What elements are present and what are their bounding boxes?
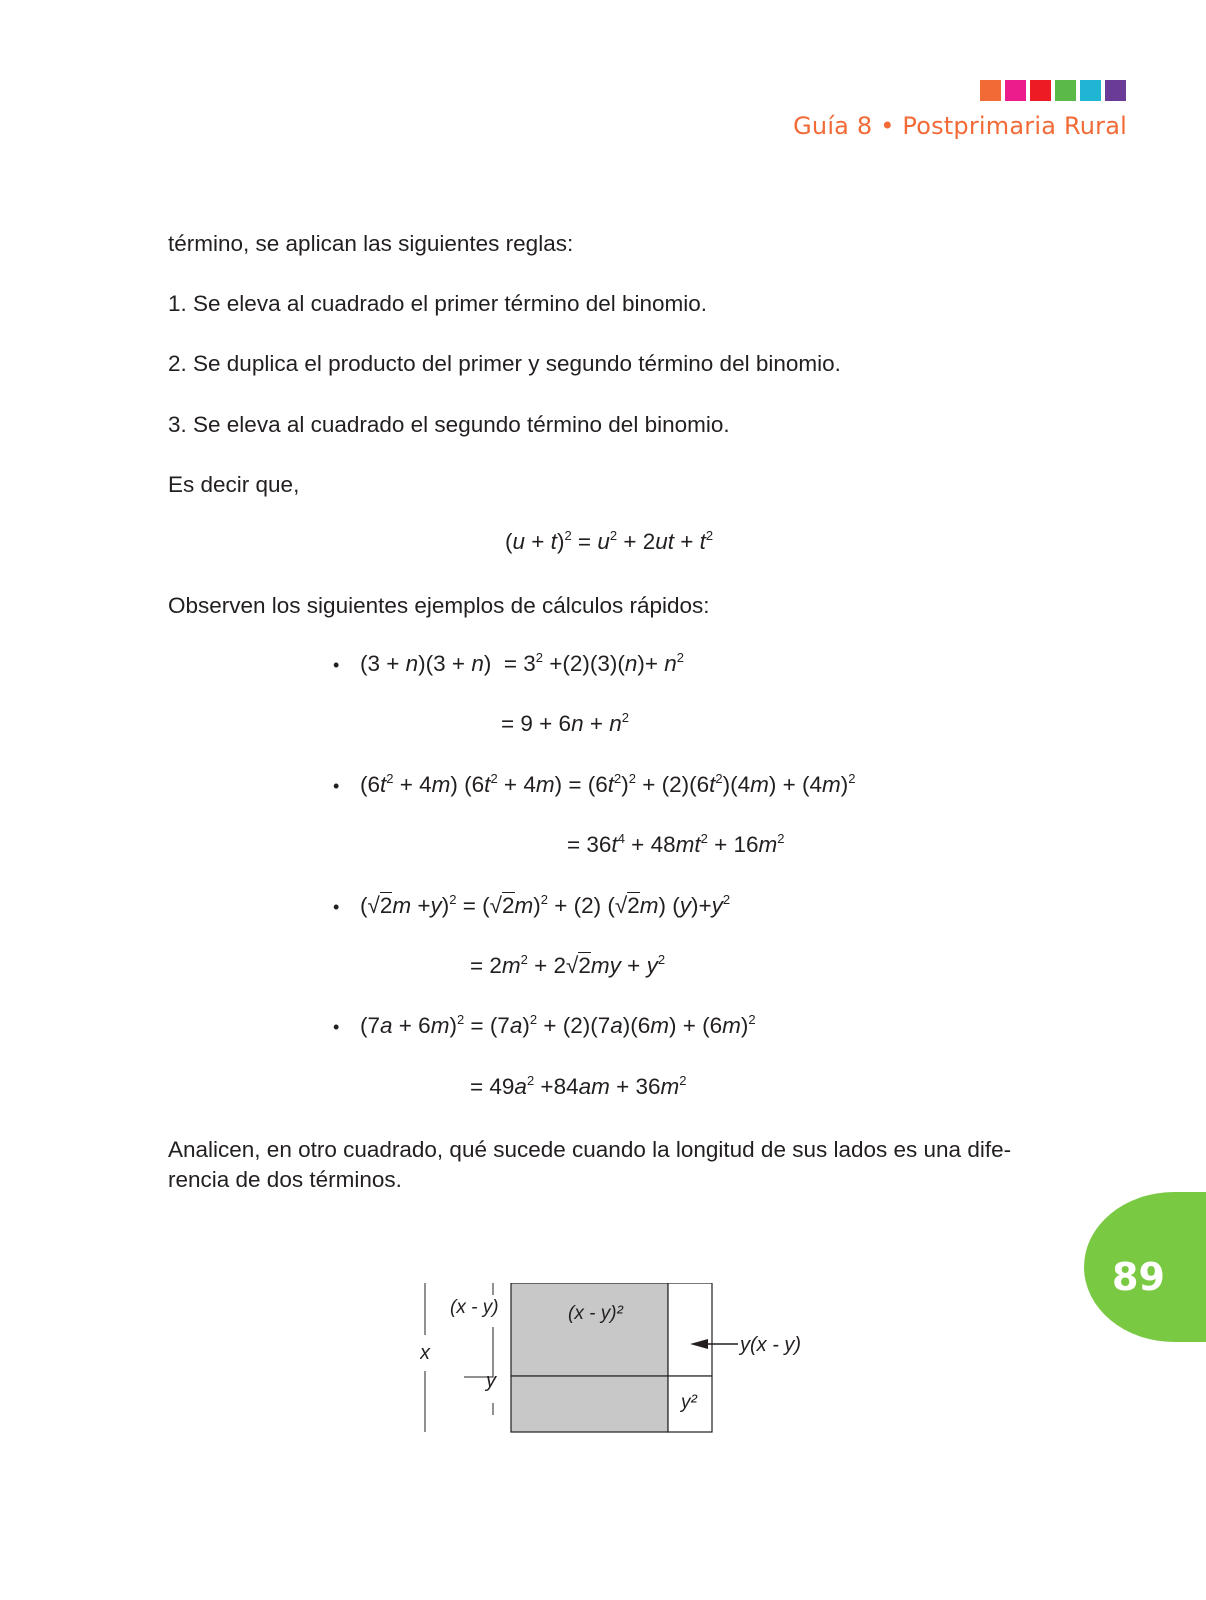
- bullet: •: [333, 776, 340, 796]
- bullet: •: [333, 1017, 340, 1037]
- observen-text: Observen los siguientes ejemplos de cálculos rápidos:: [168, 593, 710, 618]
- label-arrow: y(x - y): [740, 1334, 802, 1356]
- bullet: •: [333, 897, 340, 917]
- example-3-line-1: $(√2m +y)^2 = (√2m)^2 + (2)$ (√2m) $(y)+y^2$: [360, 892, 731, 918]
- page-number: 89: [1112, 1255, 1165, 1299]
- square-difference-diagram: [420, 1283, 820, 1433]
- example-4-line-2: = $49a^2 +84am + 36m^2$: [470, 1073, 687, 1099]
- color-square: [1055, 80, 1076, 101]
- example-1-line-2: = $9 + 6n + n^2$: [501, 710, 629, 736]
- analicen-line-2: rencia de dos términos.: [168, 1167, 402, 1192]
- right-rectangle: [668, 1283, 712, 1376]
- analicen-line-1: Analicen, en otro cuadrado, qué sucede cuando la longitud de sus lados es una dife-: [168, 1137, 1012, 1162]
- bullet: •: [333, 655, 340, 675]
- label-y-squared: y²: [681, 1392, 697, 1413]
- rule-2: 2. Se duplica el producto del primer y segundo término del binomio.: [168, 351, 841, 376]
- example-2-line-1: $(6t^2 + 4m) (6t^2 + 4m) = (6t^2)^2 + (2)(6t^2)(4m) + (4m)^2$: [360, 771, 856, 797]
- color-square: [1105, 80, 1126, 101]
- rule-3: 3. Se eleva al cuadrado el segundo término del binomio.: [168, 412, 730, 437]
- header-color-squares: [980, 80, 1126, 101]
- formula-general: $(u + t)^2 = u^2 + 2ut + t^2$: [505, 528, 714, 554]
- color-square: [980, 80, 1001, 101]
- label-y-left: y: [486, 1370, 496, 1392]
- label-x-minus-y: (x - y): [450, 1297, 499, 1318]
- square-region: [511, 1283, 668, 1376]
- intro-text: término, se aplican las siguientes reglas:: [168, 231, 574, 256]
- color-square: [1030, 80, 1051, 101]
- bottom-rectangle: [511, 1376, 668, 1432]
- example-1-line-1: $(3 + n)(3 + n) = 3^2 +(2)(3)(n)+ n^2$: [360, 650, 685, 676]
- es-decir-text: Es decir que,: [168, 472, 300, 497]
- label-square: (x - y)²: [568, 1303, 623, 1324]
- color-square: [1005, 80, 1026, 101]
- header-title: Guía 8 • Postprimaria Rural: [793, 112, 1127, 140]
- example-2-line-2: = $36t^4 + 48mt^2 + 16m^2$: [567, 831, 785, 857]
- example-3-line-2: = $2m^2 + 2√2my + y^2$: [470, 952, 666, 978]
- label-x: x: [420, 1342, 430, 1364]
- color-square: [1080, 80, 1101, 101]
- rule-1: 1. Se eleva al cuadrado el primer término del binomio.: [168, 291, 708, 316]
- example-4-line-1: $(7a + 6m)^2 = (7a)^2 + (2)(7a)(6m) + (6m)^2$: [360, 1012, 756, 1038]
